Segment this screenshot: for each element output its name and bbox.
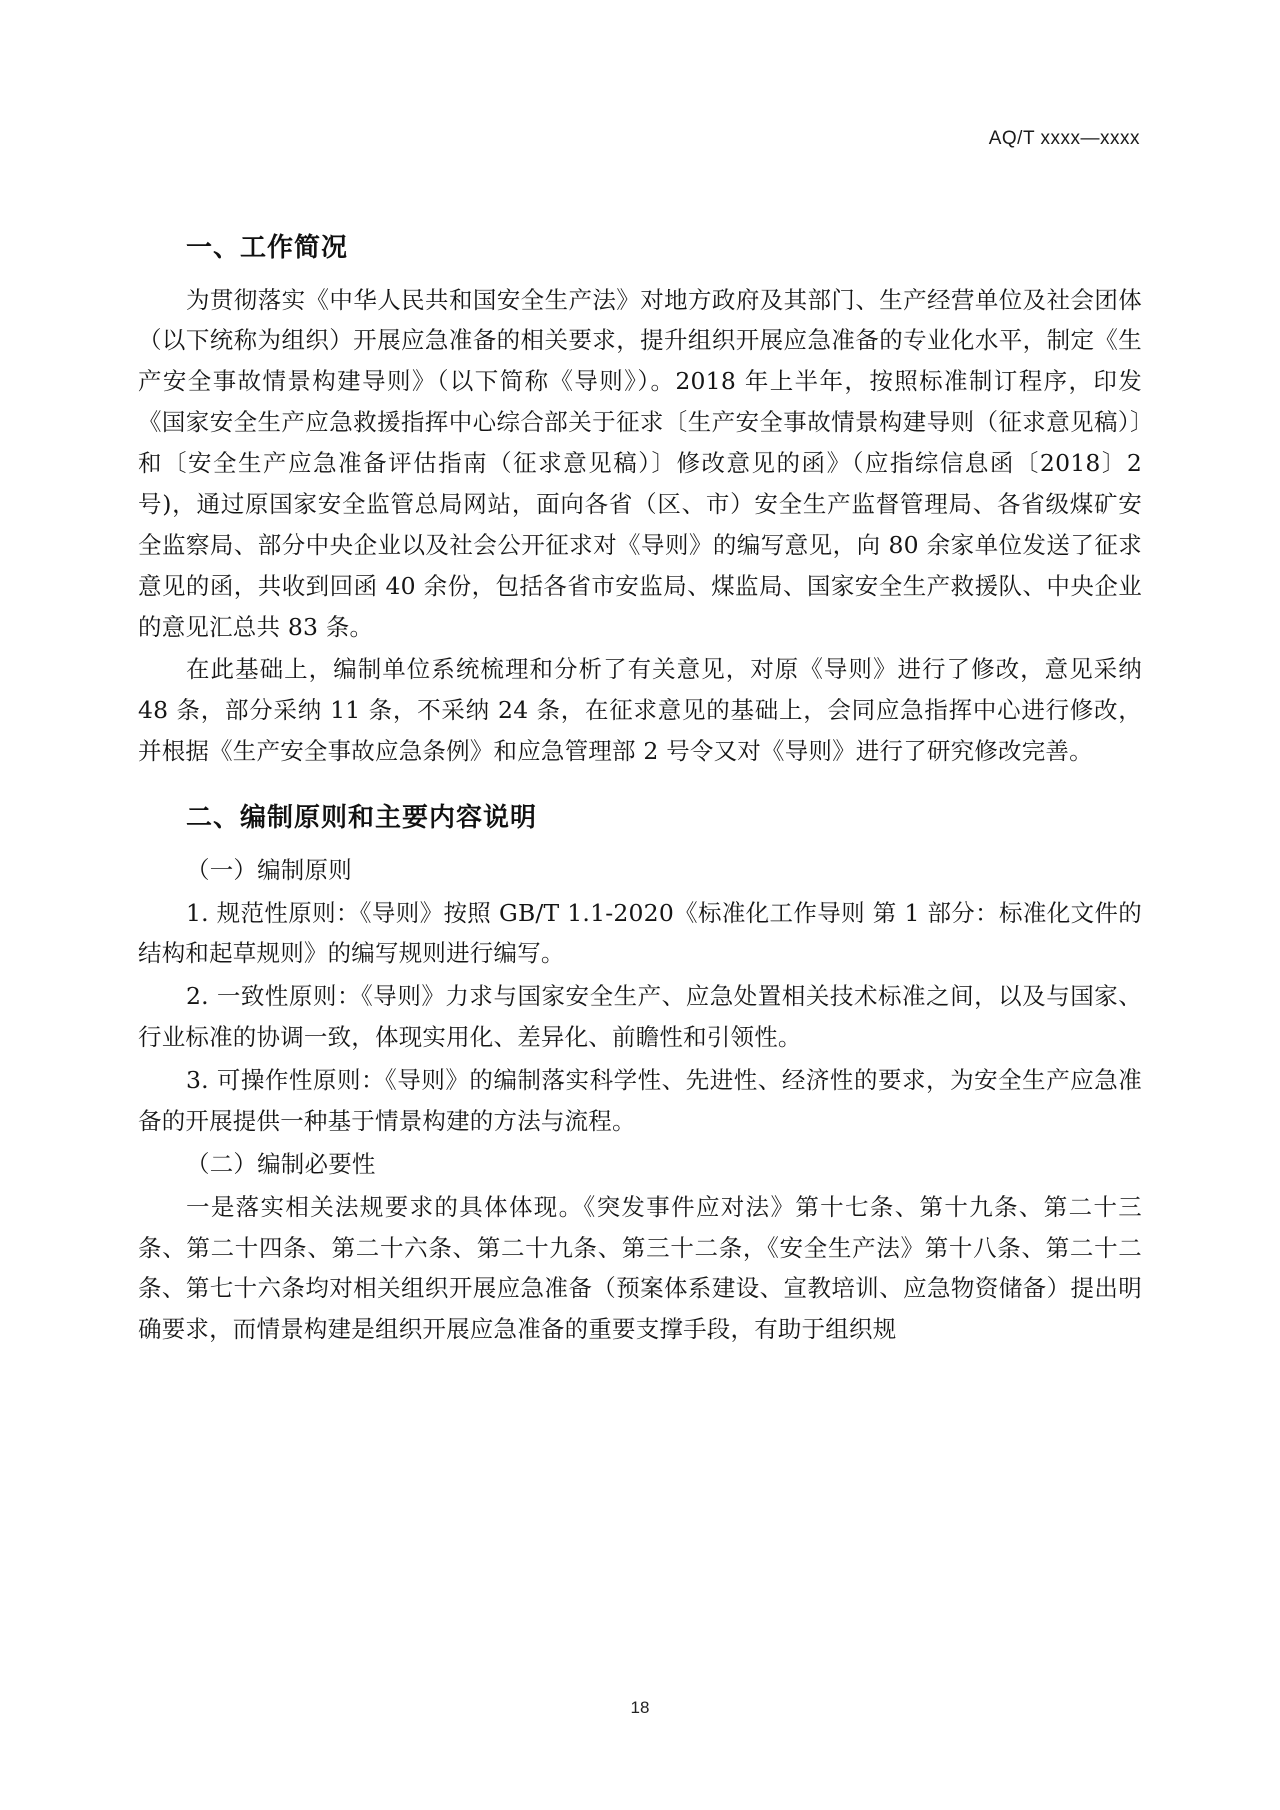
paragraph: 1. 规范性原则：《导则》按照 GB/T 1.1-2020《标准化工作导则 第 1 部分：标准化文件的结构和起草规则》的编写规则进行编写。 [138,898,1142,968]
page-number: 18 [630,1698,650,1717]
section-heading-2: 二、编制原则和主要内容说明 [186,803,538,834]
paragraph: 3. 可操作性原则：《导则》的编制落实科学性、先进性、经济性的要求，为安全生产应急准备的开展提供一种基于情景构建的方法与流程。 [138,1066,1142,1135]
paragraph: 2. 一致性原则：《导则》力求与国家安全生产、应急处置相关技术标准之间，以及与国家、行业标准的协调一致，体现实用化、差异化、前瞻性和引领性。 [138,982,1142,1052]
page-header-standard-code: AQ/T xxxx—xxxx [988,128,1140,149]
paragraph: 在此基础上，编制单位系统梳理和分析了有关意见，对原《导则》进行了修改，意见采纳 48 条，部分采纳 11 条，不采纳 24 条，在征求意见的基础上，会同应急指挥中心进行修改，并根据《生产安全事故应急条例》和应急管理部 2 号令又对《导则》进行了研究修改完善。 [138,655,1142,766]
paragraph: （一）编制原则 [186,855,352,884]
document-body [138,228,1142,1350]
paragraph: 为贯彻落实《中华人民共和国安全生产法》对地方政府及其部门、生产经营单位及社会团体（以下统称为组织）开展应急准备的相关要求，提升组织开展应急准备的专业化水平，制定《生产安全事故情景构建导则》（以下简称《导则》）。2018 年上半年，按照标准制订程序，印发《国家安全生产应急救援指挥中心综合部关于征求〔生产安全事故情景构建导则（征求意见稿）〕和〔安全生产应急准备评估指南（征求意见稿）〕修改意见的函》（应指综信息函〔2018〕2 号)，通过原国家安全监管总局网站，面向各省（区、市）安全生产监督管理局、各省级煤矿安全监察局、部分中央企业以及社会公开征求对《导则》的编写意见，向 80 余家单位发送了征求意见的函，共收到回函 40 余份，包括各省市安监局、煤监局、国家安全生产救援队、中央企业的意见汇总共 83 条。 [138,285,1142,641]
paragraph: 一是落实相关法规要求的具体体现。《突发事件应对法》第十七条、第十九条、第二十三条、第二十四条、第二十六条、第二十九条、第三十二条，《安全生产法》第十八条、第二十二条、第七十六条均对相关组织开展应急准备（预案体系建设、宣教培训、应急物资储备）提出明确要求，而情景构建是组织开展应急准备的重要支撑手段，有助于组织规 [138,1192,1142,1344]
section-heading-1: 一、工作简况 [186,233,349,263]
paragraph: （二）编制必要性 [186,1149,376,1178]
